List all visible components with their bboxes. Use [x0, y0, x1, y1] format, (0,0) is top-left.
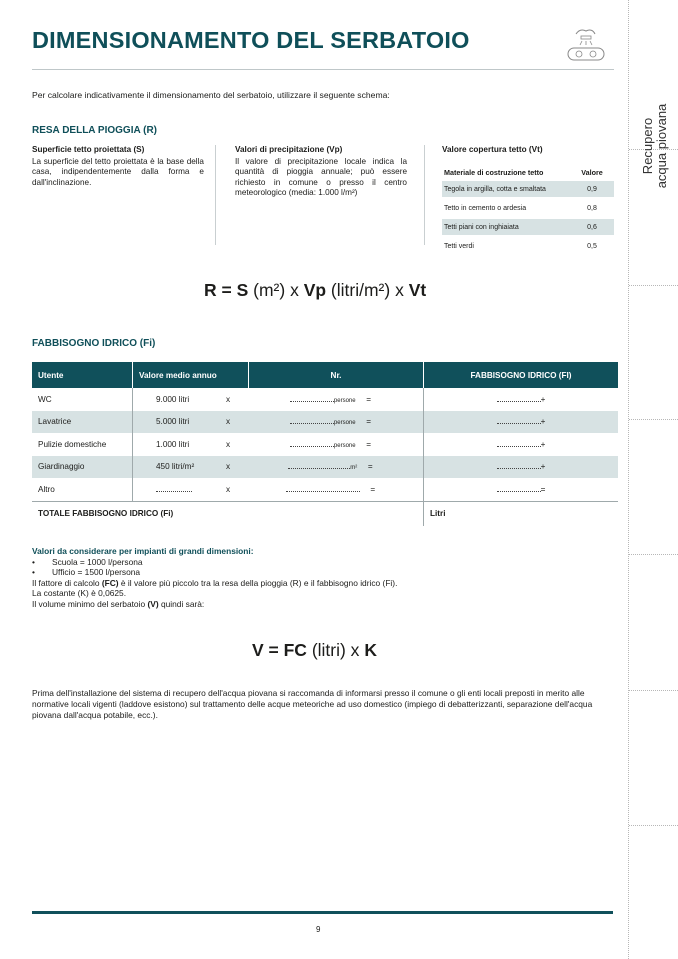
copertura-header-value: Valore — [581, 167, 603, 177]
table-row: Lavatrice 5.000 litri x persone = + — [32, 411, 618, 434]
fabbisogno-heading: FABBISOGNO IDRICO (Fi) — [32, 338, 156, 349]
formula-volume: V = FC (litri) x K — [252, 640, 377, 660]
side-tick — [629, 419, 678, 420]
header-fabbisogno: FABBISOGNO IDRICO (FI) — [424, 362, 619, 388]
header-utente: Utente — [32, 362, 133, 388]
rain-tank-icon — [562, 28, 610, 64]
fabbisogno-table — [32, 362, 618, 526]
table-row: Tetti piani con inghiaiata 0,6 — [442, 218, 614, 237]
header-valore: Valore medio annuo — [133, 362, 249, 388]
table-row: WC 9.000 litri x persone = + — [32, 388, 618, 411]
col-superficie — [32, 145, 204, 188]
list-item: • Ufficio = 1500 l/persona — [32, 567, 141, 578]
col-copertura-title: Valore copertura tetto (Vt) — [442, 145, 543, 154]
page-number: 9 — [316, 925, 321, 934]
column-divider — [424, 145, 425, 245]
copertura-header-material: Materiale di costruzione tetto — [444, 167, 544, 177]
side-divider — [628, 0, 629, 959]
header-nr: Nr. — [249, 362, 424, 388]
list-item: • Scuola = 1000 l/persona — [32, 556, 143, 567]
side-tick — [629, 825, 678, 826]
side-tick — [629, 690, 678, 691]
page-title: DIMENSIONAMENTO DEL SERBATOIO — [32, 27, 470, 53]
footer-bar — [32, 911, 613, 914]
col-precipitazione-text: Il valore di precipitazione locale indica la quantità di pioggia annuale; può essere richiesto in comune o presso il centro meteorologico (media: 1.000 l/m²) — [235, 156, 407, 197]
side-tick — [629, 285, 678, 286]
table-row: Giardinaggio 450 litri/m² x m² = + — [32, 456, 618, 479]
copertura-table — [442, 163, 614, 257]
section-side-label: Recupero acqua piovana — [640, 103, 669, 189]
col-superficie-title: Superficie tetto proiettata (S) — [32, 145, 145, 154]
table-row: Tetti verdi 0,5 — [442, 237, 614, 256]
total-row: TOTALE FABBISOGNO IDRICO (Fi) Litri — [32, 501, 618, 526]
col-precipitazione-title: Valori di precipitazione (Vp) — [235, 145, 343, 154]
column-divider — [215, 145, 216, 245]
side-tick — [629, 554, 678, 555]
closing-paragraph: Prima dell'installazione del sistema di recupero dell'acqua piovana si raccomanda di informarsi presso il comune o gli enti locali preposti in merito alle normative locali vigenti (laddove esistono) sul trattamento delle acque meteoriche ad uso domestico (impiego di debatterizzanti, separazione dell'acqua piovana dall'acqua potabile, ecc.). — [32, 688, 593, 720]
title-divider — [32, 69, 614, 70]
resa-heading: RESA DELLA PIOGGIA (R) — [32, 125, 157, 136]
formula-resa: R = S (m²) x Vp (litri/m²) x Vt — [204, 280, 427, 300]
col-superficie-text: La superficie del tetto proiettata è la base della casa, indipendentemente dalla forma e dall'inclinazione. — [32, 156, 204, 187]
table-row: Tetto in cemento o ardesia 0,8 — [442, 199, 614, 218]
intro-text: Per calcolare indicativamente il dimensionamento del serbatoio, utilizzare il seguente schema: — [32, 90, 390, 100]
col-precipitazione — [235, 145, 407, 199]
table-row: Tegola in argilla, cotta e smaltata 0,9 — [442, 181, 614, 199]
table-row: Altro x = = — [32, 478, 618, 501]
table-row: Pulizie domestiche 1.000 litri x persone = + — [32, 433, 618, 456]
notes-block: Valori da considerare per impianti di grandi dimensioni: • Scuola = 1000 l/persona • Ufficio = 1500 l/persona Il fattore di calcolo (FC) è il valore più piccolo tra la resa della pioggia (R) e il fabbisogno idrico (Fi). La costante (K) è 0,0625. Il volume minimo del serbatoio (V) quindi sarà: — [32, 546, 398, 609]
